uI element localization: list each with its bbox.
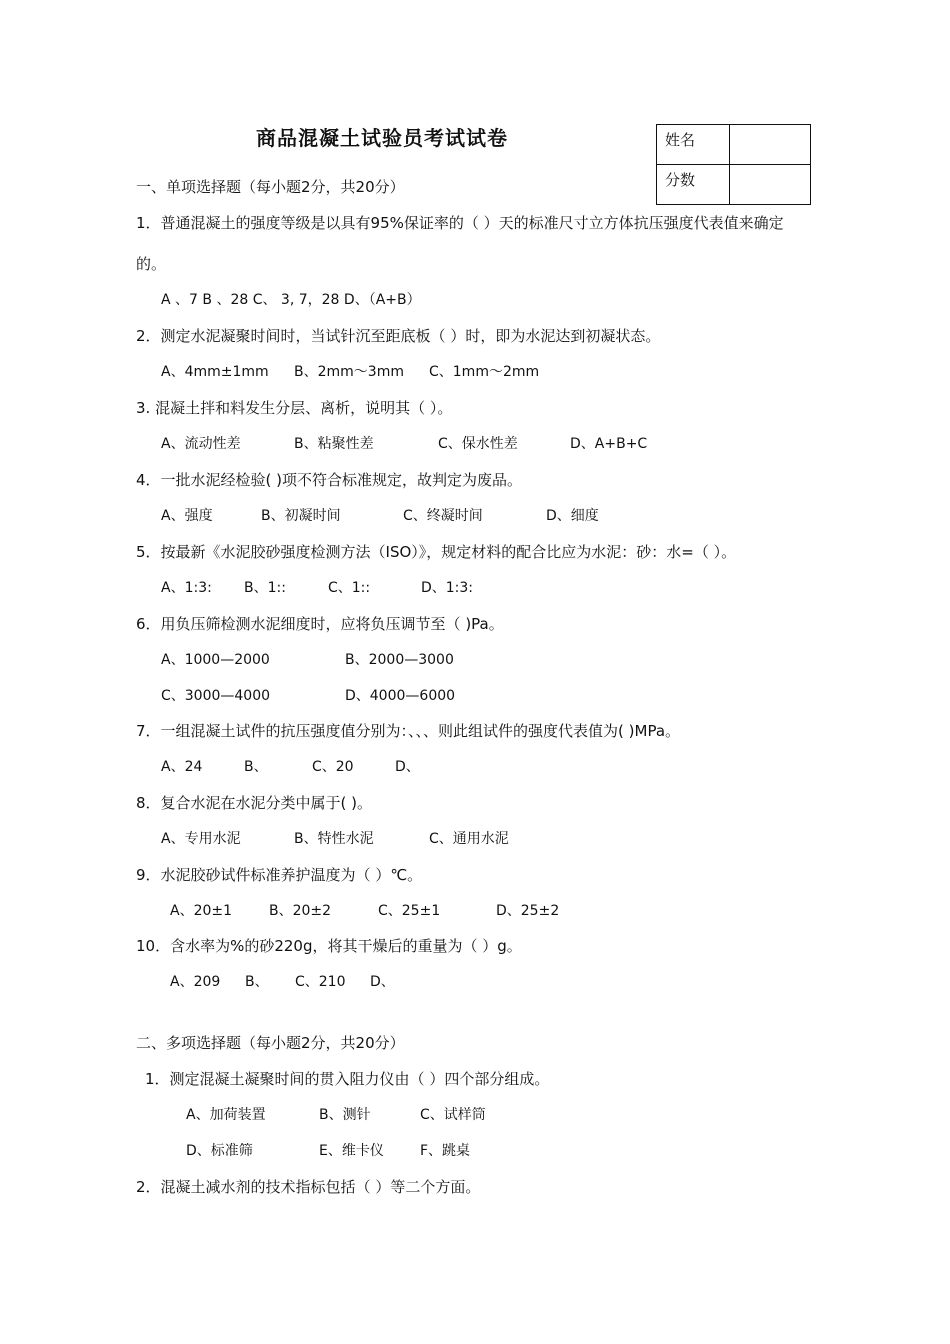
question-2-option-a: A、4mm±1mm — [161, 364, 269, 380]
question-5-option-d: D、1:3: — [421, 580, 474, 596]
question-6-option-d: D、4000—6000 — [345, 688, 456, 704]
question-3-option-b: B、粘聚性差 — [294, 436, 374, 452]
question-9-option-b: B、20±2 — [269, 903, 332, 919]
question-8-option-b: B、特性水泥 — [294, 831, 374, 847]
question-6-option-b: B、2000—3000 — [345, 652, 454, 668]
mc-question-1-text: 1．测定混凝土凝聚时间的贯入阻力仪由（ ）四个部分组成。 — [145, 1070, 550, 1088]
question-10-option-d: D、 — [370, 974, 395, 990]
question-7-option-d: D、 — [395, 759, 420, 775]
question-10-option-b: B、 — [245, 974, 269, 990]
question-4-text: 4．一批水泥经检验( )项不符合标准规定，故判定为废品。 — [136, 471, 523, 489]
question-2-option-c: C、1mm～2mm — [429, 364, 540, 380]
question-6-text: 6．用负压筛检测水泥细度时，应将负压调节至（ )Pa。 — [136, 615, 504, 633]
question-10-text: 10．含水率为%的砂220g，将其干燥后的重量为（ ）g。 — [136, 937, 522, 955]
question-10-option-a: A、209 — [170, 974, 221, 990]
question-7-option-b: B、 — [244, 759, 268, 775]
question-9-text: 9．水泥胶砂试件标准养护温度为（ ）℃。 — [136, 866, 423, 884]
question-6-option-c: C、3000—4000 — [161, 688, 271, 704]
mc-question-1-option-f: F、跳桌 — [420, 1143, 471, 1159]
score-label: 分数 — [657, 165, 730, 205]
mc-question-2-text: 2．混凝土减水剂的技术指标包括（ ）等二个方面。 — [136, 1178, 481, 1196]
question-10-option-c: C、210 — [295, 974, 346, 990]
name-score-table — [656, 124, 811, 205]
question-7-option-c: C、20 — [312, 759, 354, 775]
question-9-option-a: A、20±1 — [170, 903, 233, 919]
mc-question-1-option-c: C、试样筒 — [420, 1107, 486, 1123]
question-1-text-cont: 的。 — [136, 255, 167, 273]
score-field[interactable] — [730, 165, 811, 205]
question-7-text: 7．一组混凝土试件的抗压强度值分别为：、、、则此组试件的强度代表值为( )MPa。 — [136, 722, 681, 740]
question-5-option-b: B、1:: — [244, 580, 286, 596]
question-4-option-d: D、细度 — [546, 508, 599, 524]
question-6-option-a: A、1000—2000 — [161, 652, 270, 668]
question-4-option-b: B、初凝时间 — [261, 508, 341, 524]
section2-heading: 二、多项选择题（每小题2分，共20分） — [136, 1034, 405, 1052]
question-8-option-a: A、专用水泥 — [161, 831, 241, 847]
question-5-option-a: A、1:3: — [161, 580, 212, 596]
mc-question-1-option-a: A、加荷装置 — [186, 1107, 266, 1123]
question-2-text: 2．测定水泥凝聚时间时，当试针沉至距底板（ ）时，即为水泥达到初凝状态。 — [136, 327, 661, 345]
section1-heading: 一、单项选择题（每小题2分，共20分） — [136, 178, 405, 196]
question-2-option-b: B、2mm～3mm — [294, 364, 404, 380]
name-field[interactable] — [730, 125, 811, 165]
question-1-options: A 、7 B 、28 C、 3, 7，28 D、（A+B） — [161, 292, 421, 308]
question-7-option-a: A、24 — [161, 759, 203, 775]
question-9-option-c: C、25±1 — [378, 903, 441, 919]
question-3-option-c: C、保水性差 — [438, 436, 518, 452]
question-8-option-c: C、通用水泥 — [429, 831, 509, 847]
question-1-text: 1．普通混凝土的强度等级是以具有95%保证率的（ ）天的标准尺寸立方体抗压强度代表值来确定 — [136, 214, 784, 232]
question-3-option-a: A、流动性差 — [161, 436, 241, 452]
question-3-option-d: D、A+B+C — [570, 436, 648, 452]
mc-question-1-option-b: B、测针 — [319, 1107, 371, 1123]
question-9-option-d: D、25±2 — [496, 903, 560, 919]
question-4-option-a: A、强度 — [161, 508, 213, 524]
mc-question-1-option-d: D、标准筛 — [186, 1143, 253, 1159]
question-5-text: 5．按最新《水泥胶砂强度检测方法（ISO）》，规定材料的配合比应为水泥：砂：水=（ ）。 — [136, 543, 737, 561]
page-title: 商品混凝土试验员考试试卷 — [256, 126, 508, 150]
question-3-text: 3. 混凝土拌和料发生分层、离析，说明其（ ）。 — [136, 399, 453, 417]
question-4-option-c: C、终凝时间 — [403, 508, 483, 524]
mc-question-1-option-e: E、维卡仪 — [319, 1143, 384, 1159]
question-8-text: 8．复合水泥在水泥分类中属于( )。 — [136, 794, 373, 812]
question-5-option-c: C、1:: — [328, 580, 371, 596]
name-label: 姓名 — [657, 125, 730, 165]
